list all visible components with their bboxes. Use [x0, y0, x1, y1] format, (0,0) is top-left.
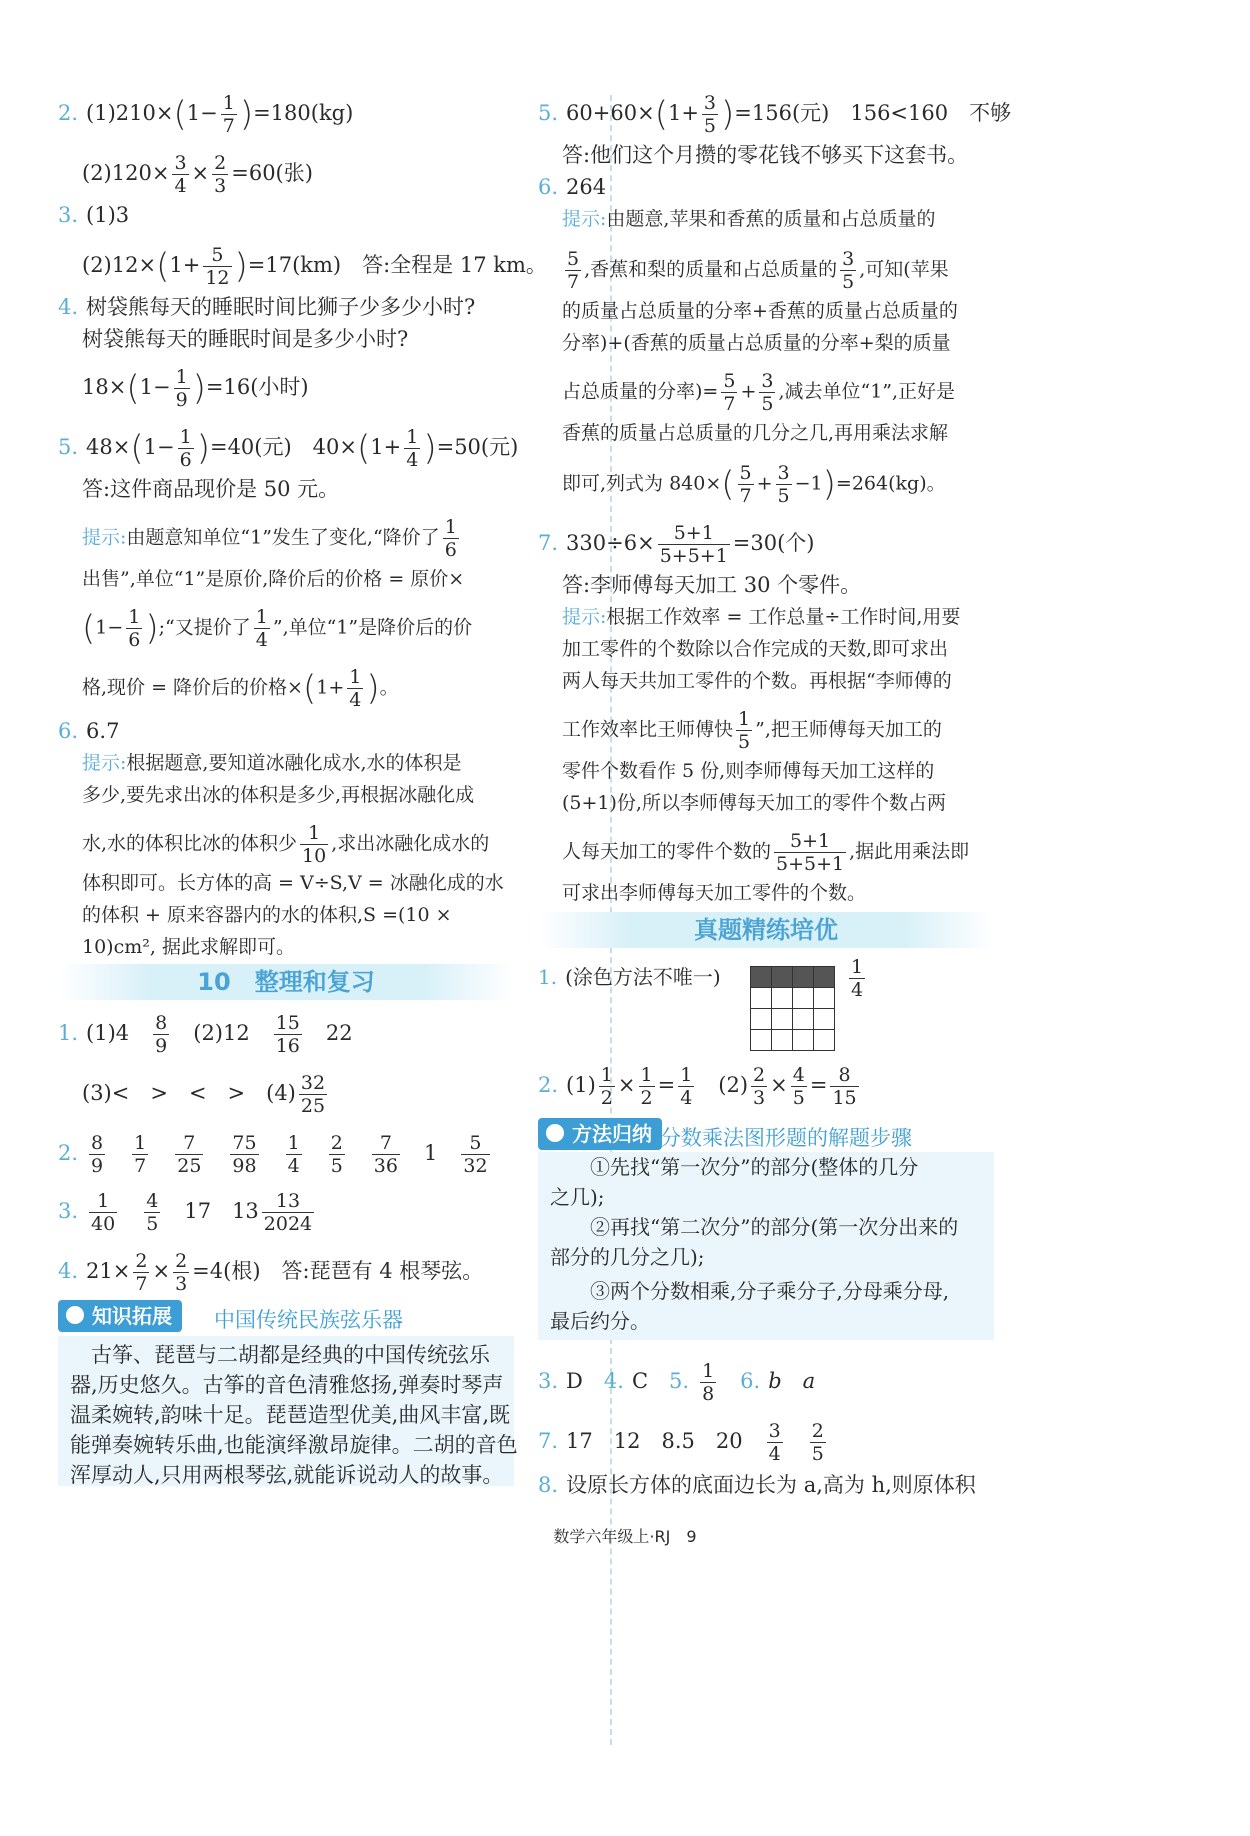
tag-knowledge-extension: 知识拓展 — [58, 1300, 182, 1332]
r-r2-line: 2. (1) $\frac{1}{2}$ × $\frac{1}{2}$ = $\frac{1}{4}$ (2) $\frac{2}{3}$ × $\frac{4}{5}$ = $\frac{8}{15}$ — [538, 1064, 857, 1109]
r-q6-hint-3: 的质量占总质量的分率+香蕉的质量占总质量的 — [562, 300, 958, 322]
extension-line-2: 器,历史悠久。古筝的音色清雅悠扬,弹奏时琴声 — [70, 1373, 504, 1397]
r-q7-hint-5: 零件个数看作 5 份,则李师傅每天加工这样的 — [562, 760, 935, 782]
q3-part2: (2)12×(1+ $\frac{5}{12}$ )=17(km) 答:全程是 17 km。 — [82, 244, 547, 289]
extension-line-1: 古筝、琵琶与二胡都是经典的中国传统弦乐 — [91, 1343, 490, 1367]
r-q7-hint-6: (5+1)份,所以李师傅每天加工的零件个数占两 — [562, 792, 946, 814]
method-line-2: 之几); — [550, 1185, 605, 1209]
r-q7-answer: 答:李师傅每天加工 30 个零件。 — [562, 573, 862, 597]
r-q6-hint-6: 香蕉的质量占总质量的几分之几,再用乘法求解 — [562, 422, 949, 444]
q6-answer: 6. 6.7 — [58, 719, 120, 743]
extension-title: 中国传统民族弦乐器 — [214, 1308, 403, 1332]
extension-line-5: 浑厚动人,只用两根琴弦,就能诉说动人的故事。 — [70, 1463, 504, 1487]
page-footer — [0, 1524, 1250, 1547]
q6-hint-1: 提示:根据题意,要知道冰融化成水,水的体积是 — [82, 752, 462, 774]
r-q7-hint-1: 提示:根据工作效率 = 工作总量÷工作时间,用要 — [562, 606, 961, 628]
s4-line: 4. 21× $\frac{2}{7}$ × $\frac{2}{3}$ =4(根) 答:琵琶有 4 根琴弦。 — [58, 1250, 484, 1295]
r-q7-hint-8: 可求出李师傅每天加工零件的个数。 — [562, 882, 867, 904]
q6-hint-2: 多少,要先求出冰的体积是多少,再根据冰融化成 — [82, 784, 475, 806]
q5-hint-2: 出售”,单位“1”是原价,降价后的价格 = 原价× — [82, 568, 465, 590]
r-r1-fraction: $\frac{1}{4}$ — [851, 956, 864, 1001]
lightbulb-icon — [66, 1306, 84, 1324]
method-line-4: 部分的几分之几); — [550, 1245, 705, 1269]
extension-line-4: 能弹奏婉转乐曲,也能演绎激昂旋律。二胡的音色 — [70, 1433, 518, 1457]
question-number: 2. — [58, 101, 79, 125]
q6-hint-4: 体积即可。长方体的高 = V÷S,V = 冰融化成的水 — [82, 872, 504, 894]
method-line-6: 最后约分。 — [550, 1309, 650, 1333]
q6-hint-5: 的体积 + 原来容器内的水的体积,S =(10 × — [82, 904, 452, 926]
method-line-3: ②再找“第二次分”的部分(第一次分出来的 — [590, 1215, 959, 1239]
r-q7-hint-4: 工作效率比王师傅快 $\frac{1}{5}$ ”,把王师傅每天加工的 — [562, 708, 942, 753]
r-q5-line: 5. 60+60×(1+ $\frac{3}{5}$ )=156(元) 156<160 不够 — [538, 92, 1012, 137]
r-q6-hint-2: $\frac{5}{7}$ ,香蕉和梨的质量和占总质量的 $\frac{3}{5}$ ,可知(苹果 — [567, 248, 949, 293]
section-banner-review: 10 整理和复习 — [58, 964, 514, 1000]
method-line-5: ③两个分数相乘,分子乘分子,分母乘分母, — [590, 1279, 950, 1303]
r-q6-answer: 6. 264 — [538, 175, 607, 199]
footer-text: 数学六年级上·RJ — [553, 1527, 671, 1546]
q2-part2: (2)120× $\frac{3}{4}$ × $\frac{2}{3}$ =60(张) — [82, 152, 313, 197]
q4-line3: 18×(1− $\frac{1}{9}$ )=16(小时) — [82, 366, 309, 411]
q5-line1: 5. 48×(1− $\frac{1}{6}$ )=40(元) 40×(1+ $\frac{1}{4}$ )=50(元) — [58, 426, 519, 471]
fraction: $\frac{1}{7}$ — [222, 92, 235, 137]
q2-part1: 2. (1)210×(1− $\frac{1}{7}$ )=180(kg) — [58, 92, 354, 137]
q4-line2: 树袋熊每天的睡眠时间是多少小时? — [82, 327, 409, 351]
shaded-grid-diagram — [750, 966, 835, 1051]
q5-answer: 答:这件商品现价是 50 元。 — [82, 477, 340, 501]
q4-line1: 4. 树袋熊每天的睡眠时间比狮子少多少小时? — [58, 295, 476, 319]
s1-line2: (3)< > < > (4) $\frac{32}{25}$ — [82, 1072, 326, 1117]
r-r1-line: 1. (涂色方法不唯一) — [538, 965, 721, 989]
r-r8-line: 8. 设原长方体的底面边长为 a,高为 h,则原体积 — [538, 1473, 976, 1497]
r-q6-hint-7: 即可,列式为 840×( $\frac{5}{7}$ + $\frac{3}{5}$ −1)=264(kg)。 — [562, 462, 946, 507]
s3-line: 3. $\frac{1}{40}$ $\frac{4}{5}$ 17 13 $\frac{13}{2024}$ — [58, 1190, 313, 1235]
q5-hint-1: 提示:由题意知单位“1”发生了变化,“降价了 $\frac{1}{6}$ — [82, 516, 457, 561]
q6-hint-3: 水,水的体积比冰的体积少 $\frac{1}{10}$ ,求出冰融化成水的 — [82, 822, 490, 867]
q5-hint-4: 格,现价 = 降价后的价格×(1+ $\frac{1}{4}$ )。 — [82, 666, 399, 711]
r-q7-hint-3: 两人每天共加工零件的个数。再根据“李师傅的 — [562, 670, 952, 692]
r-q5-answer: 答:他们这个月攒的零花钱不够买下这套书。 — [562, 143, 969, 167]
q5-hint-3: (1− $\frac{1}{6}$ );“又提价了 $\frac{1}{4}$ ”,单位“1”是降价后的价 — [82, 606, 473, 651]
tag-method-summary: 方法归纳 — [538, 1118, 662, 1150]
method-line-1: ①先找“第一次分”的部分(整体的几分 — [590, 1155, 919, 1179]
page-number: 9 — [686, 1527, 697, 1546]
lightbulb-icon — [546, 1124, 564, 1142]
r-q6-hint-4: 分率)+(香蕉的质量占总质量的分率+梨的质量 — [562, 332, 951, 354]
r-q7-hint-7: 人每天加工的零件个数的 $\frac{5+1}{5+5+1}$ ,据此用乘法即 — [562, 830, 970, 875]
s2-line: 2. $\frac{8}{9}$ $\frac{1}{7}$ $\frac{7}{25}$ $\frac{75}{98}$ $\frac{1}{4}$ $\frac{2}{5}$ $\frac{7}{36}$ 1 $\frac{5}{32}$ — [58, 1132, 488, 1177]
r-r7-line: 7. 17 12 8.5 20 $\frac{3}{4}$ $\frac{2}{5}$ — [538, 1420, 824, 1465]
r-q7-line: 7. 330÷6× $\frac{5+1}{5+5+1}$ =30(个) — [538, 522, 815, 567]
r-r3-6-line: 3. D 4. C 5. $\frac{1}{8}$ 6. b a — [538, 1360, 816, 1405]
method-title: 分数乘法图形题的解题步骤 — [660, 1126, 912, 1150]
q6-hint-6: 10)cm², 据此求解即可。 — [82, 936, 295, 958]
r-q7-hint-2: 加工零件的个数除以合作完成的天数,即可求出 — [562, 638, 949, 660]
section-banner-practice: 真题精练培优 — [538, 912, 994, 948]
s1-line1: 1. (1)4 $\frac{8}{9}$ (2)12 $\frac{15}{16}$ 22 — [58, 1012, 353, 1057]
extension-line-3: 温柔婉转,韵味十足。琵琶造型优美,曲风丰富,既 — [70, 1403, 511, 1427]
r-q6-hint-5: 占总质量的分率)= $\frac{5}{7}$ + $\frac{3}{5}$ ,减去单位“1”,正好是 — [562, 370, 956, 415]
r-q6-hint-1: 提示:由题意,苹果和香蕉的质量和占总质量的 — [562, 208, 936, 230]
q3-part1: 3. (1)3 — [58, 203, 130, 227]
